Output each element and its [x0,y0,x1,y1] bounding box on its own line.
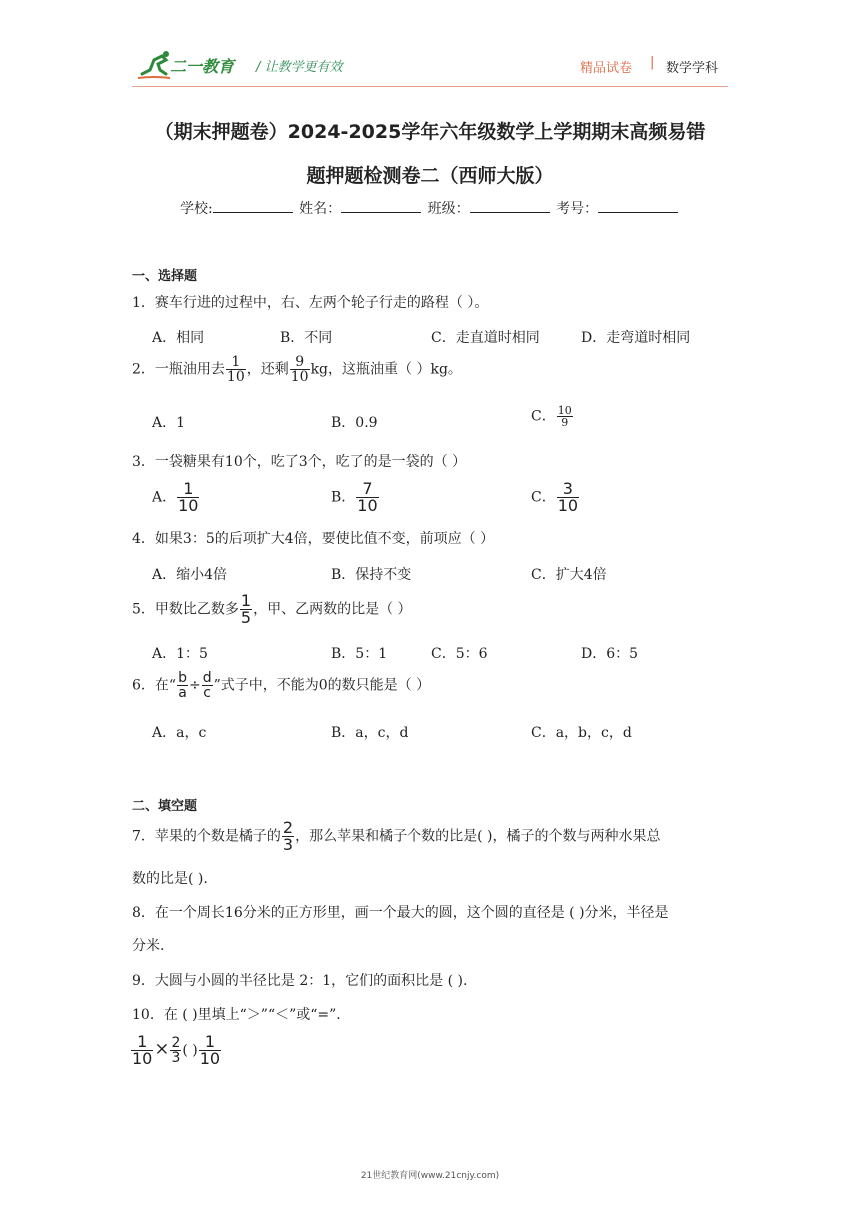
class-label: 班级： [427,201,470,217]
q2-suffix: kg，这瓶油重（ ）kg。 [310,361,462,378]
section-heading-fill: 二、填空题 [132,799,198,814]
q5-option-b[interactable]: B．5：1 [331,646,388,662]
q1-option-b[interactable]: B．不同 [280,330,333,346]
q5-denominator: 5 [240,608,252,627]
q6-option-a[interactable]: A．a，c [152,725,207,741]
q3-opta-numerator: 1 [177,481,199,498]
tag-subject: 数学学科 [666,61,719,76]
q5-option-d[interactable]: D．6：5 [581,646,639,662]
q3-option-a[interactable] [152,481,200,514]
q2-option-b[interactable]: B．0.9 [331,415,378,431]
q4-option-c[interactable]: C．扩大4倍 [531,567,607,583]
q7-prefix: 7．苹果的个数是橘子的 [132,828,281,845]
q3-option-c-label: C． [531,489,556,506]
q3-option-a-label: A． [152,489,177,506]
q2-fraction-2 [290,355,310,384]
q2-prefix: 2．一瓶油用去 [132,361,225,378]
q5-prefix: 5．甲数比乙数多 [132,601,239,618]
q7-suffix: ，那么苹果和橘子个数的比是( )，橘子的个数与两种水果总 [295,828,661,845]
q2-mid: ，还剩 [246,361,289,378]
q3-optb-numerator: 7 [356,481,378,498]
q5-option-c[interactable]: C．5：6 [431,646,488,662]
q1-option-d[interactable]: D．走弯道时相同 [581,330,691,346]
name-label: 姓名： [299,201,342,217]
question-5-stem [132,593,412,626]
q2-f1-denominator: 10 [226,369,245,385]
q4-option-b[interactable]: B．保持不变 [331,567,412,583]
q2-option-c-label: C． [531,408,556,425]
q3-option-b-fraction [356,481,378,514]
q5-option-a[interactable]: A．1：5 [152,646,208,662]
q2-f2-numerator: 9 [290,355,310,370]
q3-optc-numerator: 3 [557,481,579,498]
question-10-stem: 10．在 ( )里填上“＞”“＜”或“=”. [132,1007,341,1023]
q2-option-c-fraction [557,405,573,428]
q1-option-c[interactable]: C．走直道时相同 [431,330,540,346]
q2-f1-numerator: 1 [226,355,246,370]
q5-suffix: ，甲、乙两数的比是（ ） [253,601,412,618]
student-info [180,198,680,218]
q2-option-c[interactable] [531,405,574,428]
header-divider [132,86,728,87]
name-blank[interactable] [341,198,421,213]
question-2-stem [132,355,462,384]
q10-times: × [154,1038,170,1060]
q3-option-a-fraction [177,481,199,514]
q6-option-b[interactable]: B．a，c，d [331,725,409,741]
q10-f2-denominator: 3 [171,1050,181,1066]
q6-fraction-1 [177,671,188,700]
tag-premium: 精品试卷 [580,61,633,76]
logo-text: 二一教育 [170,57,235,76]
q3-option-c-fraction [557,481,579,514]
question-3-stem: 3．一袋糖果有10个，吃了3个，吃了的是一袋的（ ） [132,454,467,470]
section-heading-choice: 一、选择题 [132,269,198,284]
q6-fraction-2 [202,671,213,700]
q4-option-a[interactable]: A．缩小4倍 [152,567,228,583]
question-8-line2: 分米. [132,938,165,954]
question-6-stem [132,671,430,700]
school-label: 学校: [180,201,213,217]
q3-option-b-label: B． [331,489,356,506]
q10-f3-numerator: 1 [199,1034,221,1051]
page-title-line2: 题押题检测卷二（西师大版） [306,165,554,187]
q6-operator: ÷ [188,677,201,694]
question-1-stem: 1．赛车行进的过程中，右、左两个轮子行走的路程（ ）。 [132,295,489,311]
q2-option-a[interactable]: A．1 [152,415,186,431]
q6-f1-numerator: b [178,670,187,686]
q10-f3-denominator: 10 [199,1049,221,1068]
page-title-line1: （期末押题卷）2024-2025学年六年级数学上学期期末高频易错 [154,121,706,143]
q2-f2-denominator: 10 [290,369,309,385]
question-10-expression [130,1034,222,1067]
q2-optc-numerator: 10 [557,404,572,417]
q5-fraction [240,593,252,626]
question-7-line2: 数的比是( ). [132,871,208,887]
question-9-stem: 9．大圆与小圆的半径比是 2：1，它们的面积比是 ( ). [132,973,468,989]
exam-no-blank[interactable] [598,198,678,213]
question-4-stem: 4．如果3：5的后项扩大4倍，要使比值不变，前项应（ ） [132,531,495,547]
q6-f2-denominator: c [203,685,211,701]
question-8-line1: 8．在一个周长16分米的正方形里，画一个最大的圆，这个圆的直径是 ( )分米，半径是 [132,905,669,921]
q10-f1-denominator: 10 [132,1049,153,1068]
tag-separator: | [650,55,655,70]
q10-fraction-1 [131,1034,153,1067]
q6-option-c[interactable]: C．a，b，c，d [531,725,632,741]
q6-f2-numerator: d [202,670,212,686]
footer: 21世纪教育网(www.21cnjy.com) [360,1171,500,1181]
q1-option-a[interactable]: A．相同 [152,330,205,346]
school-blank[interactable] [213,198,293,213]
q2-fraction-1 [226,355,246,384]
q10-f1-numerator: 1 [131,1034,153,1051]
q6-f1-denominator: a [178,685,187,701]
q3-option-b[interactable] [331,481,380,514]
q7-fraction [282,820,294,853]
q3-optb-denominator: 10 [357,496,378,515]
q6-prefix: 6．在“ [132,677,177,694]
q10-answer-blank[interactable]: ( ) [182,1042,198,1059]
q5-numerator: 1 [240,591,252,610]
q10-fraction-3 [199,1034,221,1067]
q3-optc-denominator: 10 [557,496,579,515]
q7-denominator: 3 [282,835,294,854]
exam-no-label: 考号： [556,201,599,217]
q10-fraction-2 [170,1036,181,1065]
question-7-stem [132,820,660,853]
q3-opta-denominator: 10 [178,496,199,515]
q6-suffix: ”式子中，不能为0的数只能是（ ） [213,677,431,694]
slogan: / 让教学更有效 [256,60,343,75]
q7-numerator: 2 [282,818,294,837]
class-blank[interactable] [470,198,550,213]
q10-f2-numerator: 2 [171,1035,181,1051]
q3-option-c[interactable] [531,481,580,514]
q2-optc-denominator: 9 [561,416,569,429]
